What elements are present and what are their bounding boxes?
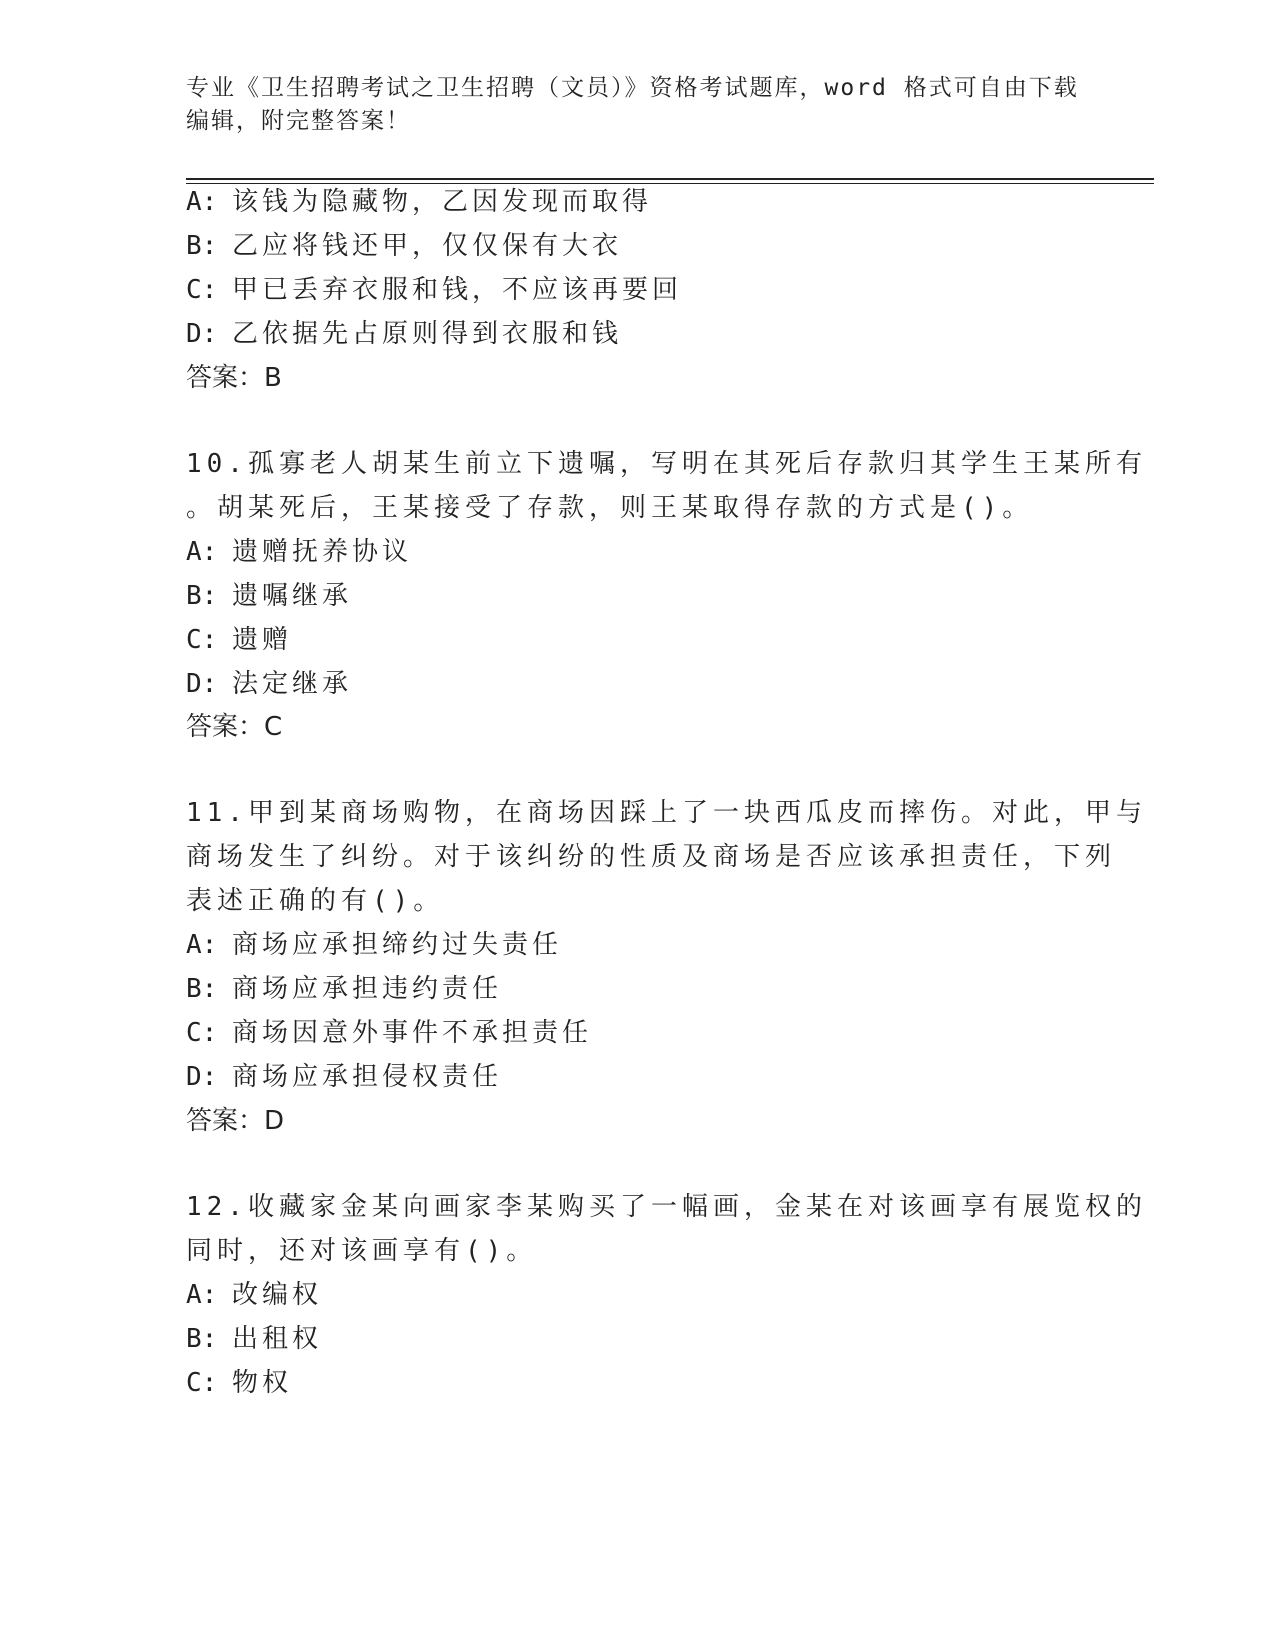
q11-option-c bbox=[186, 1016, 592, 1050]
q10-option-c bbox=[186, 623, 292, 657]
option-letter: D: bbox=[186, 1062, 218, 1092]
option-text: 遗赠抚养协议 bbox=[232, 537, 413, 567]
option-letter: B: bbox=[186, 974, 218, 1004]
option-letter: B: bbox=[186, 231, 218, 261]
q10-answer: 答案：C bbox=[186, 712, 283, 742]
option-text: 法定继承 bbox=[232, 669, 353, 699]
option-letter: B: bbox=[186, 581, 218, 611]
option-letter: D: bbox=[186, 319, 218, 349]
option-letter: C: bbox=[186, 1018, 218, 1048]
option-letter: A: bbox=[186, 930, 218, 960]
q11-option-b bbox=[186, 972, 502, 1006]
q10-text-line-1: 10.孤寡老人胡某生前立下遗嘱，写明在其死后存款归其学生王某所有 bbox=[186, 449, 1147, 479]
q9-answer: 答案：B bbox=[186, 363, 282, 393]
option-text: 商场应承担侵权责任 bbox=[232, 1062, 503, 1092]
header-line-1: 专业《卫生招聘考试之卫生招聘（文员）》资格考试题库，word 格式可自由下载 bbox=[186, 75, 1079, 101]
document-header bbox=[186, 72, 1079, 138]
q10-text-line-2: 。胡某死后，王某接受了存款，则王某取得存款的方式是()。 bbox=[186, 493, 1034, 523]
option-letter: C: bbox=[186, 625, 218, 655]
q11-text-line-2: 商场发生了纠纷。对于该纠纷的性质及商场是否应该承担责任，下列 bbox=[186, 842, 1117, 872]
option-letter: A: bbox=[186, 537, 218, 567]
header-line-2: 编辑，附完整答案！ bbox=[186, 108, 411, 134]
option-letter: B: bbox=[186, 1324, 218, 1354]
q9-option-c bbox=[186, 273, 682, 307]
option-text: 商场应承担违约责任 bbox=[232, 974, 503, 1004]
option-text: 物权 bbox=[232, 1368, 293, 1398]
q9-option-b bbox=[186, 229, 622, 263]
q11-text-line-1: 11.甲到某商场购物，在商场因踩上了一块西瓜皮而摔伤。对此，甲与 bbox=[186, 798, 1147, 828]
option-letter: A: bbox=[186, 1280, 218, 1310]
option-text: 乙应将钱还甲，仅仅保有大衣 bbox=[232, 231, 623, 261]
option-text: 该钱为隐藏物，乙因发现而取得 bbox=[232, 187, 653, 217]
q9-option-a bbox=[186, 185, 652, 219]
q12-option-a bbox=[186, 1278, 322, 1312]
option-letter: C: bbox=[186, 1368, 218, 1398]
q10-option-b bbox=[186, 579, 352, 613]
q11-option-a bbox=[186, 928, 562, 962]
option-text: 改编权 bbox=[232, 1280, 323, 1310]
option-letter: A: bbox=[186, 187, 218, 217]
q10-option-d bbox=[186, 667, 352, 701]
q12-option-c bbox=[186, 1366, 292, 1400]
option-text: 乙依据先占原则得到衣服和钱 bbox=[232, 319, 623, 349]
q10-option-a bbox=[186, 535, 412, 569]
option-text: 出租权 bbox=[232, 1324, 323, 1354]
q11-answer: 答案：D bbox=[186, 1106, 285, 1136]
option-letter: C: bbox=[186, 275, 218, 305]
q12-text-line-1: 12.收藏家金某向画家李某购买了一幅画，金某在对该画享有展览权的 bbox=[186, 1192, 1147, 1222]
header-divider-thick bbox=[186, 178, 1154, 180]
header-divider-thin bbox=[186, 183, 1154, 184]
option-text: 遗嘱继承 bbox=[232, 581, 353, 611]
q11-option-d bbox=[186, 1060, 502, 1094]
option-text: 甲已丢弃衣服和钱，不应该再要回 bbox=[232, 275, 683, 305]
option-text: 遗赠 bbox=[232, 625, 293, 655]
option-text: 商场因意外事件不承担责任 bbox=[232, 1018, 593, 1048]
q12-text-line-2: 同时，还对该画享有()。 bbox=[186, 1236, 538, 1266]
q12-option-b bbox=[186, 1322, 322, 1356]
option-text: 商场应承担缔约过失责任 bbox=[232, 930, 563, 960]
q11-text-line-3: 表述正确的有()。 bbox=[186, 886, 445, 916]
option-letter: D: bbox=[186, 669, 218, 699]
q9-option-d bbox=[186, 317, 622, 351]
